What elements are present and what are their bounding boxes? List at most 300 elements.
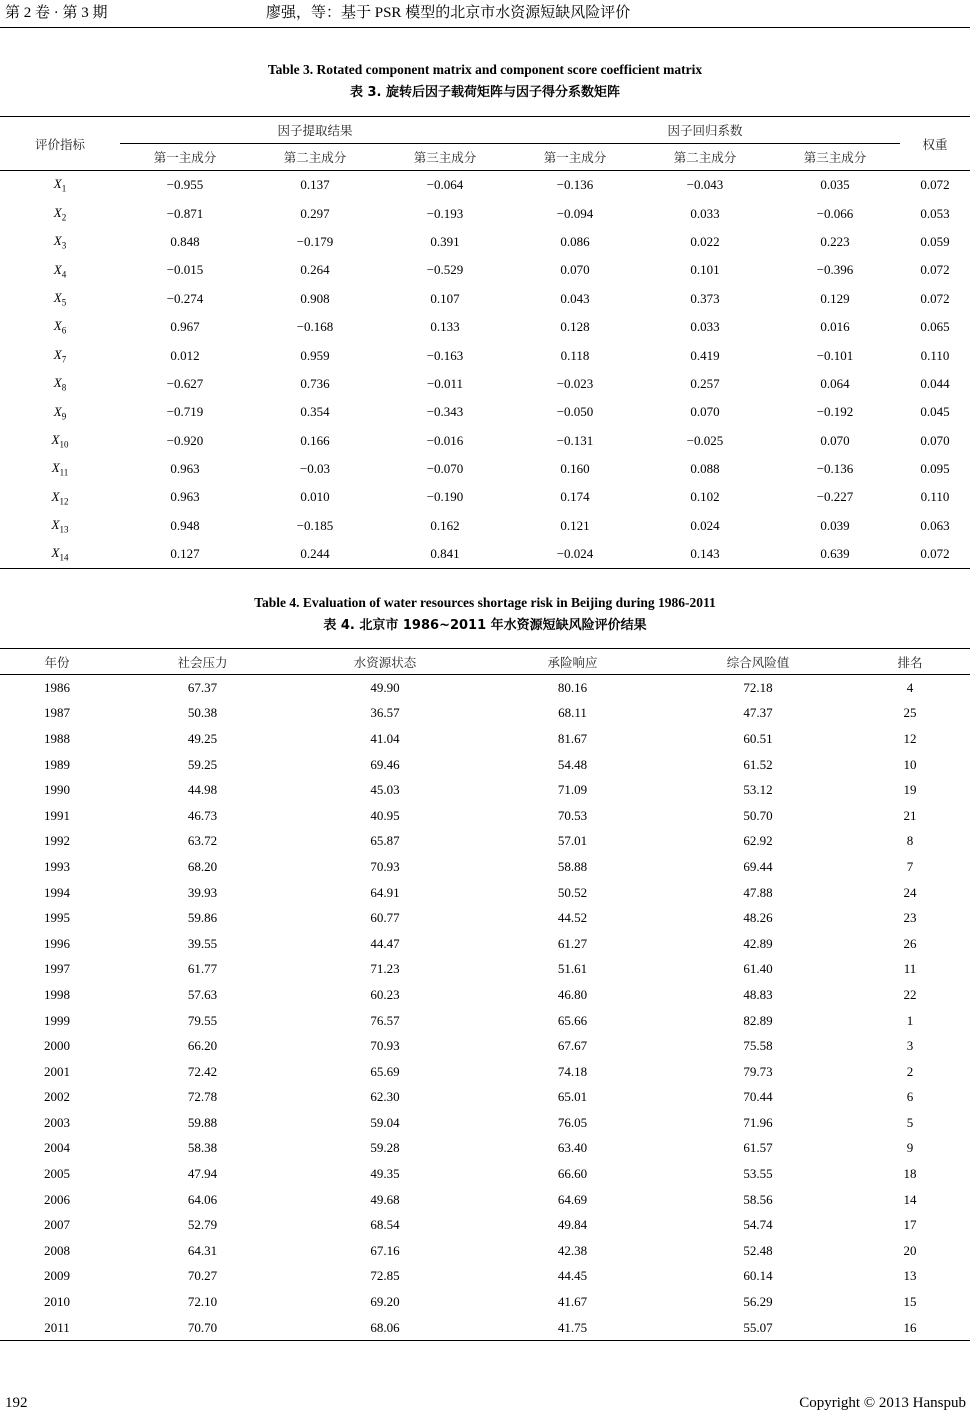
weight-cell: 0.053 [920,205,950,221]
indicator-cell [0,313,120,341]
value-cell: 0.102 [690,489,720,505]
column-header: 排名 [850,649,970,675]
value-cell: 60.77 [370,910,400,926]
table4-caption-cn: 表 4. 北京市 1986~2011 年水资源短缺风险评价结果 [323,618,647,633]
value-cell: −0.011 [426,375,464,391]
year-cell: 2009 [44,1268,70,1284]
value-cell: 0.419 [690,347,720,363]
value-cell: 0.223 [820,233,850,249]
value-cell: 59.88 [187,1114,218,1130]
indicator-cell [0,256,120,284]
value-cell: −0.064 [426,177,464,193]
subheader: 第三主成分 [770,144,900,171]
value-cell: 42.89 [743,935,773,951]
indicator-subscript: 6 [61,325,67,336]
value-cell: 21 [903,807,917,823]
column-header: 年份 [0,649,114,675]
indicator-cell [0,483,120,511]
year-cell: 2006 [44,1191,70,1207]
table-row [0,1110,970,1136]
indicator-variable: X [53,375,62,391]
table3 [0,116,970,569]
indicator-variable: X [53,289,62,305]
value-cell: 67.37 [187,679,218,695]
value-cell: 23 [903,910,917,926]
indicator-cell [0,228,120,256]
indicator-cell [0,285,120,313]
value-cell: 49.35 [370,1166,400,1182]
table-row [0,1033,970,1059]
weight-cell: 0.072 [920,546,950,562]
value-cell: 0.070 [560,262,590,278]
value-cell: 70.53 [557,807,588,823]
value-cell: 64.91 [370,884,400,900]
value-cell: 19 [903,782,917,798]
value-cell: 59.04 [370,1114,400,1130]
weight-cell: 0.095 [920,461,950,477]
table-row [0,540,970,569]
value-cell: 70.44 [743,1089,773,1105]
year-cell: 2003 [44,1114,70,1130]
value-cell: −0.023 [556,375,594,391]
year-cell: 1989 [44,756,70,772]
value-cell: 53.12 [743,782,773,798]
value-cell: 49.25 [187,730,218,746]
value-cell: 70.70 [187,1319,218,1335]
indicator-variable: X [51,517,60,533]
value-cell: 0.107 [430,290,460,306]
weight-cell: 0.070 [920,432,950,448]
table-row [0,1289,970,1315]
value-cell: 60.23 [370,986,400,1002]
indicator-variable: X [53,176,62,192]
value-cell: −0.131 [556,432,594,448]
value-cell: 0.948 [170,517,200,533]
value-cell: 72.42 [187,1063,218,1079]
value-cell: −0.627 [166,375,204,391]
table-row [0,512,970,540]
value-cell: 62.30 [370,1089,400,1105]
value-cell: 0.118 [560,347,590,363]
value-cell: 61.57 [743,1140,773,1156]
indicator-variable: X [51,460,60,476]
year-cell: 1986 [44,679,70,695]
table-row [0,455,970,483]
year-cell: 2004 [44,1140,70,1156]
value-cell: 41.04 [370,730,400,746]
weight-cell: 0.072 [920,290,950,306]
value-cell: 0.160 [560,461,590,477]
indicator-subscript: 10 [59,439,69,450]
weight-cell: 0.072 [920,262,950,278]
value-cell: −0.343 [426,404,464,420]
value-cell: 24 [903,884,917,900]
header-group-regression-coefficients: 因子回归系数 [667,123,743,138]
indicator-variable: X [53,318,62,334]
table-row [0,256,970,284]
value-cell: 56.29 [743,1294,773,1310]
value-cell: 9 [906,1140,914,1156]
value-cell: 71.23 [370,961,400,977]
subheader: 第一主成分 [120,144,250,171]
value-cell: −0.03 [299,461,331,477]
indicator-cell [0,341,120,369]
indicator-variable: X [53,403,62,419]
value-cell: 64.31 [187,1242,218,1258]
year-cell: 2001 [44,1063,70,1079]
table3-body [0,171,970,569]
year-cell: 2010 [44,1294,70,1310]
value-cell: 0.033 [690,205,720,221]
year-cell: 1996 [44,935,70,951]
value-cell: 41.75 [557,1319,588,1335]
table-row [0,1008,970,1034]
table-row [0,957,970,983]
value-cell: 0.012 [170,347,200,363]
value-cell: 58.56 [743,1191,773,1207]
value-cell: 65.87 [370,833,400,849]
value-cell: 7 [906,858,914,874]
year-cell: 1988 [44,730,70,746]
header-indicator: 评价指标 [34,136,85,152]
value-cell: 0.963 [170,461,200,477]
table-row [0,982,970,1008]
value-cell: 48.26 [743,910,773,926]
value-cell: 54.74 [743,1217,773,1233]
indicator-subscript: 2 [61,212,67,223]
value-cell: 81.67 [557,730,588,746]
value-cell: 64.06 [187,1191,218,1207]
value-cell: 59.25 [187,756,218,772]
table-row [0,398,970,426]
table-row [0,1315,970,1341]
value-cell: 53.55 [743,1166,773,1182]
value-cell: 0.162 [430,517,460,533]
value-cell: 0.848 [170,233,200,249]
value-cell: −0.193 [426,205,464,221]
subheader: 第二主成分 [250,144,380,171]
value-cell: 46.80 [557,986,588,1002]
value-cell: 66.20 [187,1038,218,1054]
volume-issue: 第 2 卷 · 第 3 期 [5,5,108,21]
value-cell: 71.09 [557,782,588,798]
value-cell: 41.67 [557,1294,588,1310]
value-cell: 50.38 [187,705,218,721]
value-cell: 16 [903,1319,917,1335]
value-cell: 60.51 [743,730,773,746]
indicator-subscript: 9 [61,411,67,422]
value-cell: 26 [903,935,917,951]
value-cell: 44.52 [557,910,588,926]
value-cell: −0.396 [816,262,854,278]
value-cell: 0.963 [170,489,200,505]
table-row [0,1085,970,1111]
value-cell: 0.841 [430,546,460,562]
value-cell: 0.959 [300,347,330,363]
value-cell: 49.84 [557,1217,588,1233]
indicator-variable: X [51,431,60,447]
value-cell: 0.128 [560,319,590,335]
value-cell: 0.639 [820,546,850,562]
value-cell: 71.96 [743,1114,773,1130]
table-row [0,1161,970,1187]
year-cell: 2005 [44,1166,70,1182]
table-row [0,427,970,455]
indicator-cell [0,398,120,426]
value-cell: 59.86 [187,910,218,926]
value-cell: 0.166 [300,432,330,448]
value-cell: −0.871 [166,205,204,221]
value-cell: 54.48 [557,756,588,772]
value-cell: 72.18 [743,679,773,695]
value-cell: −0.190 [426,489,464,505]
table-row [0,199,970,227]
value-cell: −0.070 [426,461,464,477]
table-row [0,803,970,829]
value-cell: 13 [903,1268,917,1284]
value-cell: 0.064 [820,375,850,391]
value-cell: 68.54 [370,1217,400,1233]
indicator-subscript: 8 [61,382,67,393]
value-cell: 47.37 [743,705,773,721]
year-cell: 2011 [44,1319,70,1335]
value-cell: 49.68 [370,1191,400,1207]
table-row [0,829,970,855]
value-cell: 6 [906,1089,914,1105]
value-cell: 1 [906,1012,914,1028]
year-cell: 2002 [44,1089,70,1105]
indicator-cell [0,199,120,227]
weight-cell: 0.044 [920,375,950,391]
page-number: 192 [5,1395,28,1411]
value-cell: −0.025 [686,432,724,448]
value-cell: −0.015 [166,262,204,278]
indicator-cell [0,370,120,398]
indicator-subscript: 13 [59,524,69,535]
value-cell: 47.88 [743,884,773,900]
value-cell: 0.101 [690,262,720,278]
table-row [0,1264,970,1290]
year-cell: 1987 [44,705,70,721]
value-cell: −0.094 [556,205,594,221]
value-cell: −0.163 [426,347,464,363]
value-cell: 69.20 [370,1294,400,1310]
value-cell: 3 [906,1038,914,1054]
table-row [0,905,970,931]
weight-cell: 0.045 [920,404,950,420]
indicator-cell [0,171,120,200]
value-cell: −0.719 [166,404,204,420]
value-cell: 20 [903,1242,917,1258]
value-cell: 69.44 [743,858,773,874]
value-cell: 0.257 [690,375,720,391]
table-row [0,931,970,957]
value-cell: 44.98 [187,782,218,798]
indicator-cell [0,512,120,540]
indicator-variable: X [51,488,60,504]
table-row [0,777,970,803]
value-cell: 42.38 [557,1242,588,1258]
year-cell: 1999 [44,1012,70,1028]
value-cell: −0.274 [166,290,204,306]
value-cell: 47.94 [187,1166,218,1182]
value-cell: 68.11 [558,705,587,721]
value-cell: 76.57 [370,1012,400,1028]
value-cell: 61.27 [557,935,588,951]
value-cell: −0.192 [816,404,854,420]
year-cell: 1991 [44,807,70,823]
value-cell: 80.16 [557,679,588,695]
value-cell: 0.127 [170,546,200,562]
table4 [0,648,970,1341]
subheader: 第三主成分 [380,144,510,171]
table-row [0,1136,970,1162]
value-cell: 18 [903,1166,917,1182]
value-cell: −0.185 [296,517,334,533]
value-cell: 72.85 [370,1268,400,1284]
value-cell: −0.168 [296,319,334,335]
indicator-subscript: 4 [61,269,67,280]
value-cell: 0.022 [690,233,720,249]
header-weight: 权重 [922,136,948,152]
column-header: 综合风险值 [666,649,850,675]
value-cell: 51.61 [557,961,588,977]
value-cell: 65.66 [557,1012,588,1028]
value-cell: 45.03 [370,782,400,798]
weight-cell: 0.110 [920,489,950,505]
value-cell: 0.133 [430,319,460,335]
value-cell: −0.179 [296,233,334,249]
year-cell: 2000 [44,1038,70,1054]
table-row [0,854,970,880]
weight-cell: 0.110 [920,347,950,363]
value-cell: −0.101 [816,347,854,363]
value-cell: 0.016 [820,319,850,335]
copyright: Copyright © 2013 Hanspub [799,1395,966,1411]
value-cell: 70.93 [370,858,400,874]
year-cell: 1994 [44,884,70,900]
value-cell: 8 [906,833,914,849]
indicator-variable: X [53,233,62,249]
table-row [0,313,970,341]
value-cell: 63.72 [187,833,218,849]
year-cell: 1993 [44,858,70,874]
value-cell: 0.070 [820,432,850,448]
value-cell: −0.024 [556,546,594,562]
value-cell: 0.039 [820,517,850,533]
value-cell: −0.529 [426,262,464,278]
indicator-variable: X [53,261,62,277]
value-cell: 11 [903,961,917,977]
value-cell: 25 [903,705,917,721]
value-cell: 0.143 [690,546,720,562]
value-cell: 68.20 [187,858,218,874]
year-cell: 1992 [44,833,70,849]
value-cell: −0.050 [556,404,594,420]
table-row [0,483,970,511]
value-cell: −0.920 [166,432,204,448]
value-cell: 60.14 [743,1268,773,1284]
value-cell: 74.18 [557,1063,588,1079]
table4-caption-en: Table 4. Evaluation of water resources shortage risk in Beijing during 1986-2011 [254,595,716,610]
indicator-subscript: 12 [59,496,69,507]
value-cell: 0.354 [300,404,330,420]
value-cell: −0.043 [686,177,724,193]
subheader: 第二主成分 [640,144,770,171]
value-cell: 61.40 [743,961,773,977]
value-cell: 40.95 [370,807,400,823]
value-cell: 0.736 [300,375,330,391]
table4-body [0,675,970,1341]
value-cell: 72.10 [187,1294,218,1310]
value-cell: 14 [903,1191,917,1207]
table-row [0,1212,970,1238]
indicator-subscript: 14 [59,553,69,564]
indicator-subscript: 11 [59,467,69,478]
value-cell: 52.48 [743,1242,773,1258]
value-cell: 76.05 [557,1114,588,1130]
value-cell: 50.52 [557,884,588,900]
value-cell: −0.136 [556,177,594,193]
year-cell: 2008 [44,1242,70,1258]
value-cell: 61.77 [187,961,218,977]
indicator-variable: X [51,545,60,561]
indicator-subscript: 5 [61,297,67,308]
table3-caption-cn: 表 3. 旋转后因子载荷矩阵与因子得分系数矩阵 [349,85,621,100]
value-cell: 55.07 [743,1319,773,1335]
running-title: 廖强，等：基于 PSR 模型的北京市水资源短缺风险评价 [266,5,631,21]
value-cell: 67.16 [370,1242,400,1258]
indicator-variable: X [53,346,62,362]
value-cell: 0.908 [300,290,330,306]
value-cell: 0.043 [560,290,590,306]
value-cell: 39.55 [187,935,218,951]
value-cell: 0.174 [560,489,590,505]
column-header: 水资源状态 [291,649,479,675]
value-cell: −0.955 [166,177,204,193]
value-cell: 12 [903,730,917,746]
value-cell: 62.92 [743,833,773,849]
value-cell: 4 [906,679,914,695]
table-row [0,1238,970,1264]
value-cell: 67.67 [557,1038,588,1054]
value-cell: 48.83 [743,986,773,1002]
table3-caption-en: Table 3. Rotated component matrix and component score coefficient matrix [267,62,703,77]
value-cell: 0.033 [690,319,720,335]
value-cell: 63.40 [557,1140,588,1156]
value-cell: 68.06 [370,1319,400,1335]
value-cell: 58.38 [187,1140,218,1156]
value-cell: 57.01 [557,833,588,849]
weight-cell: 0.065 [920,319,950,335]
value-cell: 59.28 [370,1140,400,1156]
value-cell: 10 [903,756,917,772]
value-cell: −0.066 [816,205,854,221]
column-header: 承险响应 [479,649,666,675]
value-cell: 0.129 [820,290,850,306]
table-row [0,880,970,906]
weight-cell: 0.072 [920,177,950,193]
value-cell: 0.297 [300,205,330,221]
table-row [0,285,970,313]
indicator-cell [0,427,120,455]
value-cell: 0.024 [690,517,720,533]
value-cell: 5 [906,1114,914,1130]
value-cell: 0.264 [300,262,330,278]
value-cell: 36.57 [370,705,400,721]
value-cell: 57.63 [187,986,218,1002]
indicator-subscript: 1 [61,183,67,194]
